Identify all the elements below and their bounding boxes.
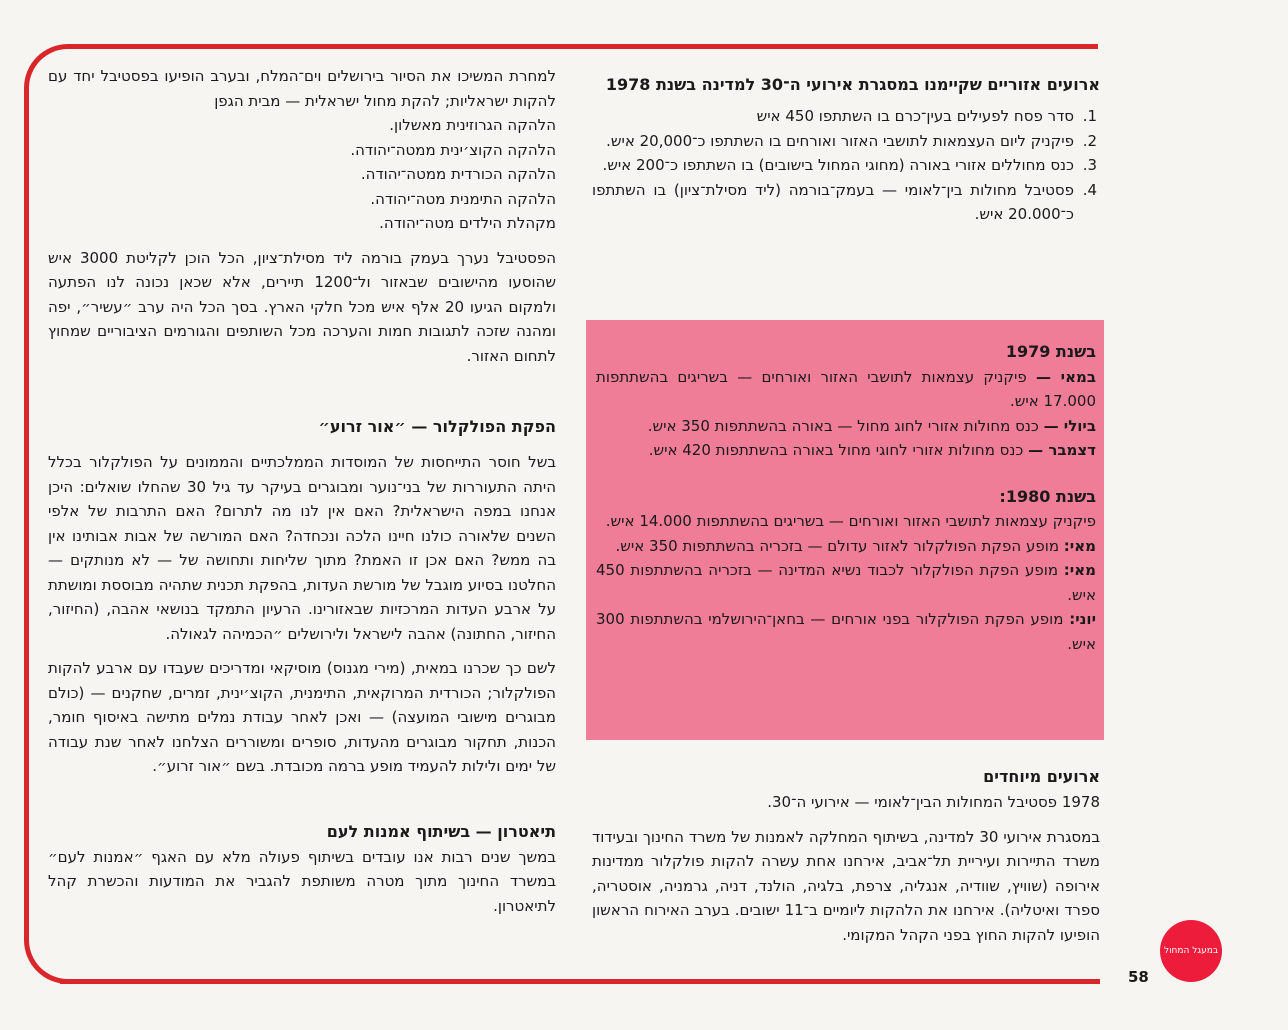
group-line: הלהקה הקוצ׳ינית ממטה־יהודה.: [350, 140, 556, 159]
group-line: מקהלת הילדים מטה־יהודה.: [379, 214, 556, 232]
events-1978-list: [592, 104, 1100, 227]
list-item: 1. סדר פסח לפעילים בעין־כרם בו השתתפו 450 איש: [592, 104, 1078, 129]
event-label: מאי:: [1063, 536, 1096, 555]
festival-paragraph: הפסטיבל נערך בעמק בורמה ליד מסילת־ציון, הכל הוכן לקליטת 3000 איש שהוסעו מהישובים שבאזור ול־1200 תיירים, אלא שכאן נכונה לנו הפתעה ולמקום הגיעו 20 אלף איש מכל חלקי הארץ. בסך הכל היה ערב ״עשיר״, יפה ומהנה שזכה לתגובות חמות והערכה מכל השותפים והגורמים הציבוריים שמחוץ לתחום האזור.: [48, 248, 557, 365]
year-1979-heading: בשנת 1979: [1005, 342, 1096, 361]
special-events-heading: ארועים מיוחדים: [983, 767, 1100, 786]
event-text: כנס מחולות אזורי לחוגי מחול באורה בהשתתפות 420 איש.: [648, 441, 1024, 459]
right-column-bottom: [592, 764, 1100, 947]
page-number: 58: [1128, 968, 1149, 986]
event-1980-may-2: [596, 558, 1096, 607]
folklore-paragraph-1: בשל חוסר התייחסות של המוסדות הממלכתיים והממונים על הפולקלור בכלל היתה התעוררות של בני־נוער ומבוגרים בעיקר עד גיל 30 שהחלו שואלים: היכן אנחנו במפה הישראלית? האם אין לנו מה לתרום? האם התרבות של אלפי השנים שלאורה כולנו חיינו הלכה ונכחדה? האם המורשה של אבות אבותינו אין בה ממש? האם אכן זו האמת? מתוך שליחות ותחושה של — לא מנותקים — החלטנו בסיוע מוגבל של מורשת העדות, בהפקת תכנית שתהיה מבוססת ומושתת על ארבע העדות המרכזיות שבאזורינו. הרעיון התמקד בנושאי אהבה, (החיזור, החיזור, החתונה) אהבה לישראל ולירושלים ״הכמיהה לגאולה.: [48, 453, 556, 643]
event-text: מופע הפקת הפולקלור בפני אורחים — בחאן־הירושלמי בהשתתפות 300 איש.: [596, 610, 1096, 653]
theatre-heading: תיאטרון — בשיתוף אמנות לעם: [326, 821, 556, 841]
list-item: 4. פסטיבל מחולות בין־לאומי — בעמק־בורמה (ליד מסילת־ציון) בו השתתפו כ־20.000 איש.: [592, 178, 1078, 227]
event-label: במאי —: [1035, 367, 1097, 386]
event-1980-may-1: [596, 534, 1096, 559]
list-item: 3. כנס מחוללים אזורי באורה (מחוגי המחול בישובים) בו השתתפו כ־200 איש.: [592, 153, 1078, 178]
event-1979-july: [596, 414, 1096, 439]
event-label: מאי:: [1063, 561, 1096, 579]
right-column-top: [592, 72, 1100, 227]
page-border-bottom: [60, 979, 1100, 984]
theatre-paragraph: במשך שנים רבות אנו עובדים בשיתוף פעולה מלא עם האגף ״אמנות לעם״ במשרד החינוך מתוך מטרה משותפת להגביר את המודעות והכשרת קהל לתיאטרון.: [48, 847, 556, 915]
events-1978-heading: ארועים אזוריים שקיימנו במסגרת אירועי ה־30 למדינה בשנת 1978: [605, 75, 1100, 94]
list-item: 2. פיקניק ליום העצמאות לתושבי האזור ואורחים בו השתתפו כ־20,000 איש.: [592, 129, 1078, 154]
event-label: יוני:: [1069, 610, 1096, 628]
logo-text: במעגל המחול: [1163, 945, 1219, 956]
group-line: הלהקה הגרוזינית מאשלון.: [389, 116, 556, 134]
event-label: דצמבר —: [1028, 441, 1096, 459]
event-1979-may: [596, 365, 1096, 414]
group-line: הלהקה התימנית מטה־יהודה.: [370, 189, 556, 208]
pink-box-content: [596, 340, 1096, 656]
intro-paragraph: למחרת המשיכו את הסיור בירושלים וים־המלח, ובערב הופיעו בפסטיבל יחד עם להקות ישראליות; להקת מחול ישראלית — מבית הגפן: [48, 67, 556, 110]
left-column: [48, 64, 556, 918]
special-events-text: במסגרת אירועי 30 למדינה, בשיתוף המחלקה לאמנות של משרד החינוך ובעידוד משרד התיירות ועיריית תל־אביב, אירחנו אחת עשרה להקות פולקלור ממדינות אירופה (שוויץ, שוודיה, אנגליה, צרפת, בלגיה, הולנד, דניה, גרמניה, אוסטריה, ספרד ואיטליה). אירחנו את הלהקות ליומיים ב־11 ישובים. בערב האירוח הראשון הופיעו להקות החוץ בפני הקהל המקומי.: [592, 827, 1101, 944]
folklore-heading: הפקת הפולקלור — ״אור זרוע״: [318, 417, 556, 436]
event-label: ביולי —: [1043, 416, 1096, 435]
event-1980-picnic: פיקניק עצמאות לתושבי האזור ואורחים — בשריגים בהשתתפות 14.000 איש.: [605, 512, 1096, 530]
event-text: מופע הפקת הפולקלור לכבוד נשיא המדינה — בזכריה בהשתתפות 450 איש.: [596, 561, 1096, 604]
event-text: מופע הפקת הפולקלור לאזור עדולם — בזכריה בהשתתפות 350 איש.: [615, 536, 1060, 555]
special-events-subheading: 1978 פסטיבל המחולות הבין־לאומי — אירועי ה־30.: [767, 793, 1100, 811]
folklore-paragraph-2: לשם כך שכרנו במאית, (מירי מגנוס) מוסיקאי ומדריכים שעבדו עם ארבע להקות הפולקלור; הכורדית המרוקאית, התימנית, הקוצ׳ינית, זמרים, שחקנים — (כולם מבוגרים מישובי המועצה) — ואכן לאחר עבודת נמלים מתישה באיסוף חומר, הכנות, תחקור מבוגרים מהעדות, סופרים ומשוררים הצלחנו לאחר שנת עבודה של ימים ולילות להעמיד מופע ברמה מכובדת. בשם ״אור זרוע״.: [48, 659, 556, 775]
year-1980-heading: בשנת 1980:: [999, 486, 1096, 506]
event-text: כנס מחולות אזורי לחוג מחול — באורה בהשתתפות 350 איש.: [647, 416, 1039, 435]
event-1980-june: [596, 607, 1096, 656]
publisher-logo: [1160, 920, 1222, 982]
group-line: הלהקה הכורדית ממטה־יהודה.: [360, 165, 556, 183]
event-1979-december: [596, 438, 1096, 463]
event-text: פיקניק עצמאות לתושבי האזור ואורחים — בשריגים בהשתתפות 17.000 איש.: [596, 367, 1096, 410]
